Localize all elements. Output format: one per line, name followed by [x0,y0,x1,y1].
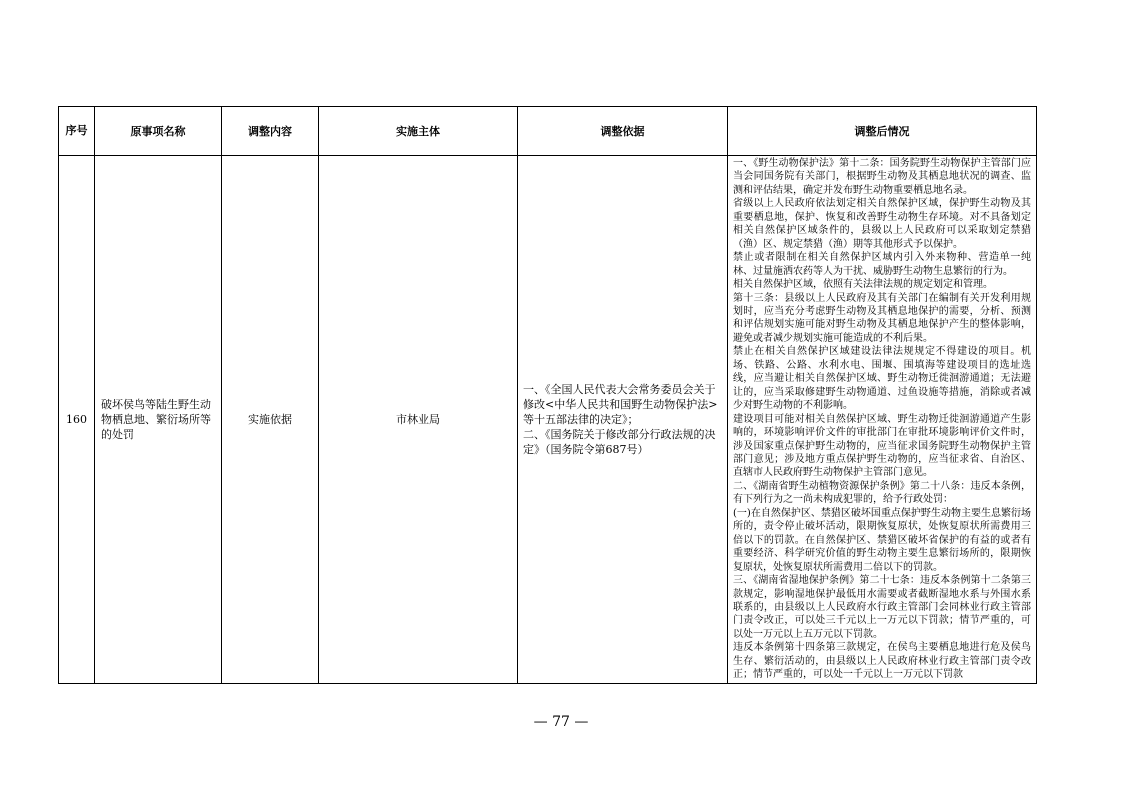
after-paragraph: 禁止在相关自然保护区域建设法律法规规定不得建设的项目。机场、铁路、公路、水利水电、围堰、围填海等建设项目的选址选线，应当避让相关自然保护区域、野生动物迁徙洄游通道；无法避让的，应当采取修建野生动物通道、过鱼设施等措施，消除或者减少对野生动物的不利影响。 [733,346,1031,412]
header-basis: 调整依据 [518,107,728,156]
row-basis [518,156,728,684]
row-number: 160 [59,156,95,684]
basis-item-2: 二、《国务院关于修改部分行政法规的决定》（国务院令第687号） [523,427,716,456]
page-number: — 77 — [533,714,589,730]
header-original-item: 原事项名称 [95,107,222,156]
basis-item-1: 一、《全国人民代表大会常务委员会关于修改<中华人民共和国野生动物保护法>等十五部法律的决定》； [523,382,718,426]
after-paragraph: 禁止或者限制在相关自然保护区域内引入外来物种、营造单一纯林、过量施洒农药等人为干扰、威胁野生动物生息繁衍的行为。 [733,252,1031,277]
table-row [59,156,1037,684]
row-adjustment: 实施依据 [222,156,319,684]
row-item-name: 破坏侯鸟等陆生野生动物栖息地、繁衍场所等的处罚 [95,156,222,684]
after-paragraph: (一)在自然保护区、禁猎区破坏国重点保护野生动物主要生息繁衍场所的，责令停止破坏活动，限期恢复原状，处恢复原状所需费用三倍以下的罚款。在自然保护区、禁猎区破坏省保护的有益的或者有重要经济、科学研究价值的野生动物主要生息繁衍场所的，限期恢复原状，处恢复原状所需费用二倍以下的罚款。 [733,507,1031,573]
after-paragraph: 相关自然保护区域，依照有关法律法规的规定划定和管理。 [733,279,993,291]
after-paragraph: 建设项目可能对相关自然保护区域、野生动物迁徙洄游通道产生影响的，环境影响评价文件的审批部门在审批环境影响评价文件时，涉及国家重点保护野生动物的，应当征求国务院野生动物保护主管部门意见；涉及地方重点保护野生动物的，应当征求省、自治区、直辖市人民政府野生动物保护主管部门意见。 [733,413,1031,479]
after-paragraph: 违反本条例第十四条第三款规定，在侯鸟主要栖息地进行危及侯鸟生存、繁衍活动的，由县级以上人民政府林业行政主管部门责令改正；情节严重的，可以处一千元以上一万元以下罚款 [733,642,1031,681]
header-after: 调整后情况 [728,107,1037,156]
adjustment-table [58,106,1037,684]
header-adjustment: 调整内容 [222,107,319,156]
after-paragraph: 二、《湖南省野生动植物资源保护条例》第二十八条：违反本条例，有下列行为之一尚未构成犯罪的，给予行政处罚： [733,480,1031,506]
row-subject: 市林业局 [319,156,518,684]
header-subject: 实施主体 [319,107,518,156]
row-after [728,156,1037,684]
header-number: 序号 [59,107,95,156]
after-paragraph: 省级以上人民政府依法划定相关自然保护区域，保护野生动物及其重要栖息地，保护、恢复和改善野生动物生存环境。对不具备划定相关自然保护区域条件的，县级以上人民政府可以采取划定禁猎（渔）区、规定禁猎（渔）期等其他形式予以保护。 [733,198,1031,250]
after-paragraph: 一、《野生动物保护法》第十二条：国务院野生动物保护主管部门应当会同国务院有关部门，根据野生动物及其栖息地状况的调查、监测和评估结果，确定并发布野生动物重要栖息地名录。 [733,158,1031,196]
table-header-row [59,107,1037,156]
after-paragraph: 第十三条：县级以上人民政府及其有关部门在编制有关开发利用规划时，应当充分考虑野生动物及其栖息地保护的需要，分析、预测和评估规划实施可能对野生动物及其栖息地保护产生的整体影响，避免或者减少规划实施可能造成的不利后果。 [733,292,1031,344]
after-paragraph: 三、《湖南省湿地保护条例》第二十七条：违反本条例第十二条第三款规定，影响湿地保护最低用水需要或者截断湿地水系与外围水系联系的，由县级以上人民政府水行政主管部门会同林业行政主管部门责令改正，可以处三千元以上一万元以下罚款；情节严重的，可以处一万元以上五万元以下罚款。 [733,575,1031,640]
